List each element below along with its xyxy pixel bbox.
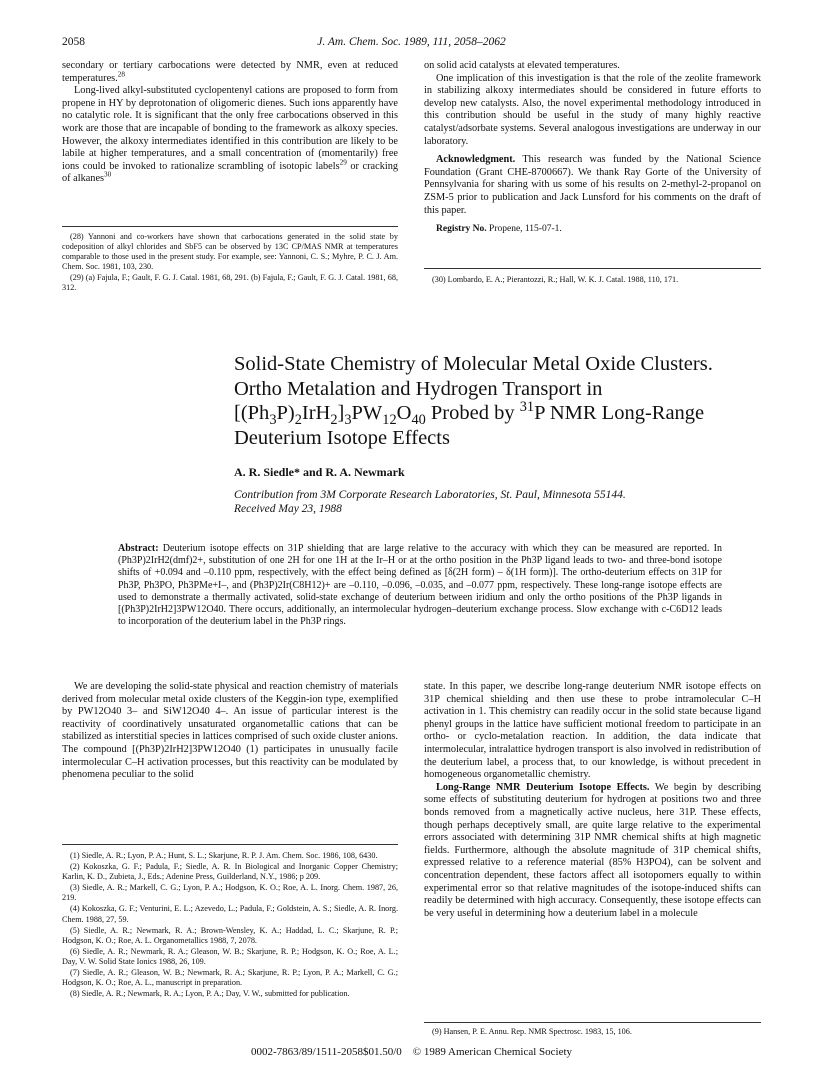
footnote-rule-right: [424, 268, 761, 269]
footnote-2: (2) Kokoszka, G. F.; Padula, F.; Siedle, A. R. In Biological and Inorganic Copper Chemistry; Karlin, K. D., Zubieta, J., Eds.; Adenine Press, Guilderland, N.Y., 1986; p 209.: [62, 862, 398, 882]
prev-article-left-column: [62, 60, 398, 186]
acknowledgment-label: Acknowledgment.: [436, 154, 516, 166]
footnote-6: (6) Siedle, A. R.; Newmark, R. A.; Gleason, W. B.; Skarjune, R. P.; Hodgson, K. O.; Roe, A. L.; Day, V. W. Solid State Ionics 1988, 26, 109.: [62, 946, 398, 966]
footer-code: 0002-7863/89/1511-2058$01.50/0: [250, 1046, 402, 1058]
section-heading: Long-Range NMR Deuterium Isotope Effects.: [436, 781, 650, 793]
abstract-label: Abstract:: [118, 543, 159, 554]
footnote-28: (28) Yannoni and co-workers have shown that carbocations generated in the solid state by codeposition of alkyl chlorides and SbF5 can be observed by 13C CP/MAS NMR at temperatures comparable to those used in the present study. For example, see: Yannoni, C. S.; Myhre, P. C. J. Am. Chem. Soc. 1981, 103, 230.: [62, 232, 398, 272]
authors: A. R. Siedle* and R. A. Newmark: [234, 465, 405, 479]
ref-29: 29: [339, 158, 347, 167]
footnote-4: (4) Kokoszka, G. F.; Venturini, E. L.; Azevedo, L.; Padula, F.; Goldstein, A. S.; Siedle, A. R. Inorg. Chem. 1988, 27, 59.: [62, 904, 398, 924]
title-line-3: $[(Ph_3P)_2IrH_2]_3PW_{12}O_{40}$ Probed by $^{31}$P NMR Long-Range: [234, 399, 705, 429]
body-footnotes-left: [62, 851, 398, 1000]
registry-label: Registry No.: [436, 224, 487, 235]
page-footer: [0, 1046, 823, 1058]
footer-copyright: © 1989 American Chemical Society: [412, 1046, 573, 1058]
journal-citation: J. Am. Chem. Soc. 1989, 111, 2058–2062: [317, 36, 506, 48]
acknowledgment-text: This research was funded by the National Science Foundation (Grant CHE-8700667). We thank Ray Gorte of the University of Pennsylvania for sharing with us some of his results on 2-methyl-2-propanol on ZSM-5 prior to publication and Jack Lunsford for his comments on the draft of this paper.: [424, 154, 761, 216]
ref-30: 30: [104, 170, 112, 179]
footnote-rule-left: [62, 226, 398, 227]
affiliation-line: Contribution from 3M Corporate Research Laboratories, St. Paul, Minnesota 55144.: [234, 489, 626, 501]
abstract: [118, 543, 722, 628]
footnote-5: (5) Siedle, A. R.; Newmark, R. A.; Brown-Wensley, K. A.; Haddad, L. C.; Skarjune, R. P.; Hodgson, K. O.; Roe, A. L. Organometallics 1988, 7, 2078.: [62, 925, 398, 945]
footnote-7: (7) Siedle, A. R.; Gleason, W. B.; Newmark, R. A.; Skarjune, R. P.; Lyon, P. A.; Markell, C. G.; Hodgson, K. O.; Roe, A. L., manuscript in preparation.: [62, 968, 398, 988]
intro-paragraph: We are developing the solid-state physical and reaction chemistry of materials derived from molecular metal oxide clusters of the Keggin-ion type, exemplified by PW12O40 3– and SiW12O40 4–. An issue of particular interest is the reactivity of coordinatively unsaturated organometallic cations that can be stabilized as interstitial species in lattices comprised of such oxide cluster anions. The compound [(Ph3P)2IrH2]3PW12O40 (1) participates in unusually facile intermolecular C–H activation processes, but this reactivity can be modulated by phenomena peculiar to the solid: [62, 681, 398, 781]
body-right-paragraph-1: state. In this paper, we describe long-range deuterium NMR isotope effects on 31P chemical shielding and then use these to probe intramolecular C–H activation in 1. This chemistry can readily occur in the solid state because ligand phenyl groups in the lattice have sufficient motional freedom to participate in an ortho- or cyclo-metalation reaction. In addition, the data indicate that intermolecular, intralattice hydrogen transport is also involved in redistribution of the deuterium label, a process that, to our knowledge, is without precedent in homogeneous organometallic chemistry.: [424, 681, 761, 781]
prev-right-paragraph-2: One implication of this investigation is that the role of the zeolite framework in stabilizing alkoxy intermediates should be considered in future efforts to develop new catalysts. Also, the novel experimental methodology introduced in this contribution should be useful in the study of many highly reactive catalyst/adsorbate systems. Several analogous investigations are underway in our laboratory.: [424, 72, 761, 147]
prev-paragraph-2: Long-lived alkyl-substituted cyclopentenyl cations are proposed to form from propene in HY by deprotonation of oligomeric dienes. Such ions apparently have no catalytic role. It is significant that the only free carbocations observed in this work are those that are incapable of bonding to the framework as alkoxy species. However, the alkoxy intermediates identified in this contribution are likely to be labile at higher temperatures, and a small concentration of (momentarily) free ions could be invoked to rationalize scrambling of isotopic labels: [62, 85, 398, 172]
article-title: [234, 352, 774, 450]
running-header: [62, 36, 761, 52]
registry-text: Propene, 115-07-1.: [486, 224, 562, 235]
received-date: Received May 23, 1988: [234, 503, 342, 515]
prev-footnotes-right: [424, 275, 761, 286]
footnote-rule-body-left: [62, 844, 398, 845]
title-line-1: Solid-State Chemistry of Molecular Metal Oxide Clusters.: [234, 353, 713, 375]
prev-paragraph-1: secondary or tertiary carbocations were detected by NMR, even at reduced temperatures.: [62, 60, 398, 84]
ref-28: 28: [117, 70, 125, 79]
abstract-text: Deuterium isotope effects on 31P shielding that are large relative to the accuracy with which they can be measured are reported. In (Ph3P)2IrH2(dmf)2+, substitution of one 2H for one 1H at the Ir–H or at the ortho position in the Ph3P ligand leads to two- and three-bond isotope shifts of +0.094 and –0.110 ppm, respectively, with the effect being defined as [δ(2H form) – δ(1H form)]. The ortho-deuterium effects on 31P for Ph3P, Ph3PO, Ph3PMe+I–, and (Ph3P)2Ir(C8H12)+ are –0.110, –0.096, –0.035, and –0.077 ppm, respectively. These long-range isotope effects are used to demonstrate a thermally activated, solid-state exchange of deuterium between iridium and only the ortho positions of the Ph3P ligands in [(Ph3P)2IrH2]3PW12O40. There occurs, additionally, an intermolecular hydrogen–deuterium exchange process. Slow exchange with c-C6D12 leads to incorporation of the deuterium label in the Ph3P rings.: [118, 543, 722, 628]
footnote-1: (1) Siedle, A. R.; Lyon, P. A.; Hunt, S. L.; Skarjune, R. P. J. Am. Chem. Soc. 1986, 108, 6430.: [70, 851, 378, 860]
page-number: 2058: [62, 36, 85, 48]
footnote-30: (30) Lombardo, E. A.; Pierantozzi, R.; Hall, W. K. J. Catal. 1988, 110, 171.: [432, 275, 679, 284]
footnote-9: (9) Hansen, P. E. Annu. Rep. NMR Spectrosc. 1983, 15, 106.: [432, 1027, 632, 1036]
prev-right-paragraph-1: on solid acid catalysts at elevated temperatures.: [424, 60, 620, 71]
affiliation: [234, 488, 764, 516]
footnote-8: (8) Siedle, A. R.; Newmark, R. A.; Lyon, P. A.; Day, V. W., submitted for publication.: [70, 989, 350, 999]
body-right-paragraph-2: We begin by describing some effects of substituting deuterium for hydrogen at positions two and three bonds removed from a magnetically active nucleus, here 31P. These effects, though perhaps deceptively small, are quite large relative to the experimental errors associated with determining 31P NMR chemical shifts at high magnetic fields. Furthermore, although the absolute magnitude of 31P chemical shifts, expressed relative to a reference material (85% H3PO4), can be solvent and concentration dependent, these factors affect all isotopomers equally to within experimental error so that relative magnitudes of the isotope-induced shifts can readily be determined with high accuracy. Consequently, these isotope effects can be very useful in determining how a deuterium label in a molecule: [424, 781, 762, 919]
prev-footnotes-left: [62, 232, 398, 295]
body-right-column: [424, 681, 761, 920]
footnote-29: (29) (a) Fajula, F.; Gault, F. G. J. Catal. 1981, 68, 291. (b) Fajula, F.; Gault, F. G. J. Catal. 1981, 68, 312.: [62, 273, 398, 293]
title-line-2: Ortho Metalation and Hydrogen Transport in: [234, 377, 603, 400]
title-line-4: Deuterium Isotope Effects: [234, 426, 450, 449]
footnote-rule-body-right: [424, 1022, 761, 1023]
prev-paragraph-2-tail: or cracking of alkanes: [62, 160, 399, 185]
body-footnotes-right: [424, 1027, 761, 1038]
footnote-3: (3) Siedle, A. R.; Markell, C. G.; Lyon, P. A.; Hodgson, K. O.; Roe, A. L. Inorg. Chem. 1987, 26, 219.: [62, 883, 398, 903]
prev-article-right-column: [424, 60, 761, 236]
body-left-column: [62, 681, 398, 782]
